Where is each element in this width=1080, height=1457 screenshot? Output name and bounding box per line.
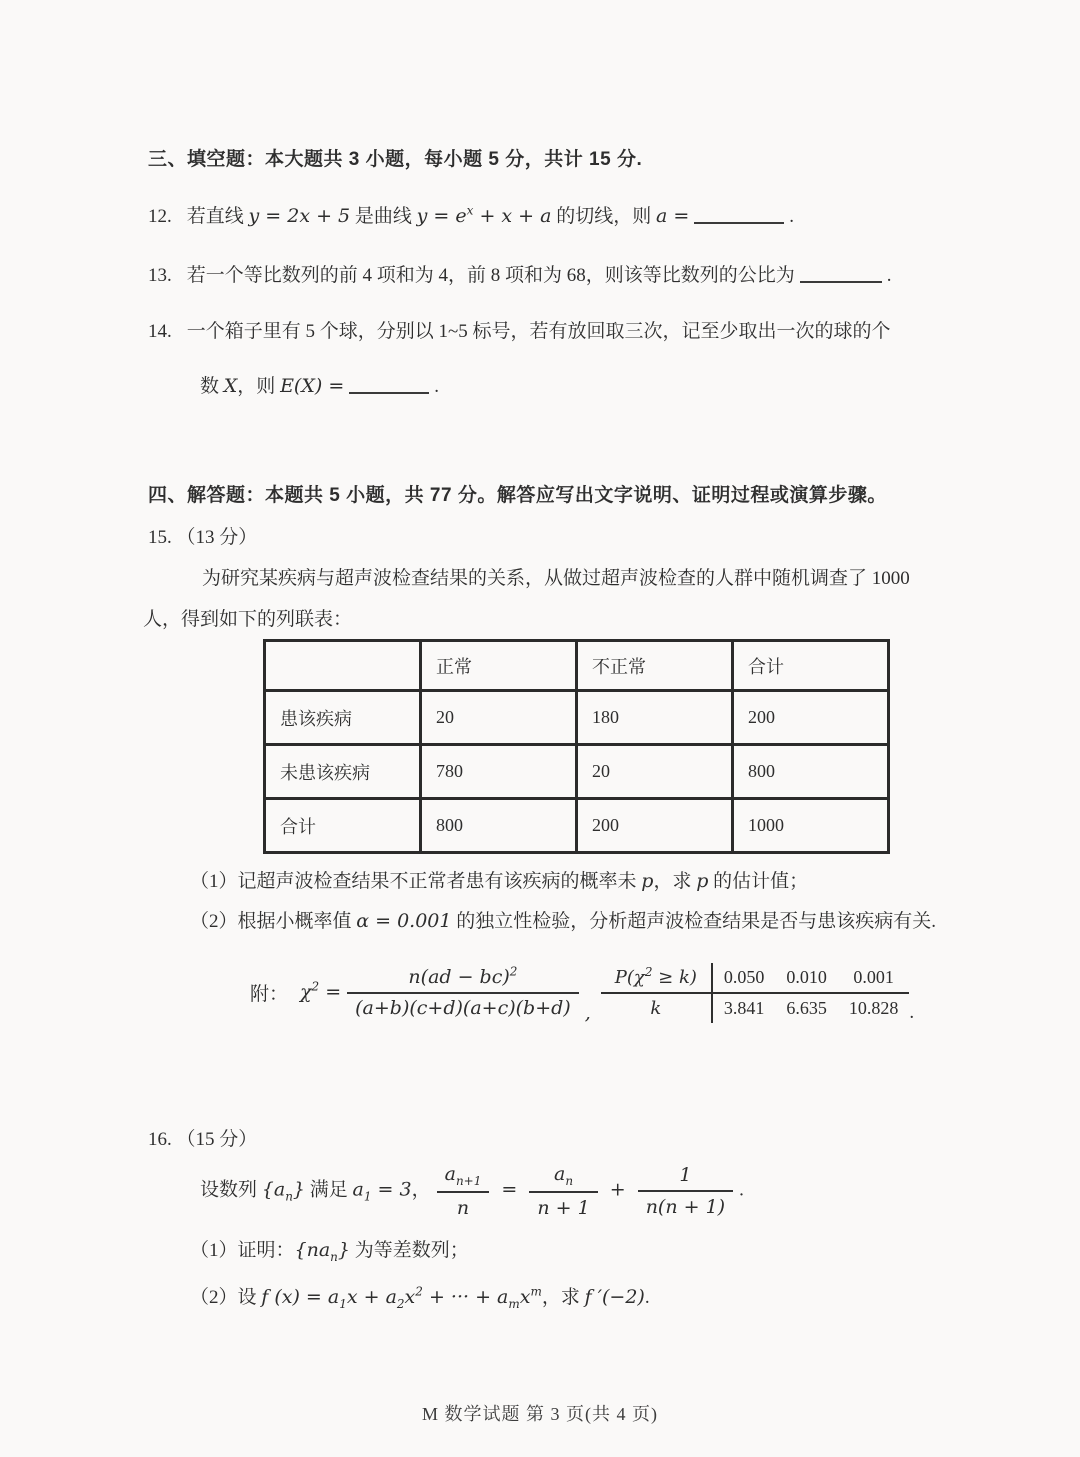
table-cell: 0.010: [775, 963, 838, 993]
text-frag: .: [886, 265, 892, 286]
math-superscript: 2: [644, 964, 653, 979]
table-cell: 0.001: [838, 963, 910, 993]
question-15-part2: [190, 909, 936, 935]
fraction-numerator: [437, 1162, 490, 1193]
question-15-header: [148, 526, 257, 551]
text-frag: 若一个等比数列的前 4 项和为 4，前 8 项和为 68，则该等比数列的公比为: [186, 265, 795, 286]
math-frag: χ: [300, 981, 312, 1003]
table-cell: 合计: [733, 641, 889, 691]
chi-square-appendix: [250, 945, 914, 1040]
math-frag: x: [404, 1286, 416, 1308]
question-12: [148, 204, 794, 230]
math-frag: ≥ k): [652, 966, 697, 988]
table-cell: 200: [577, 799, 733, 853]
math-frag: = 3: [371, 1178, 412, 1201]
text-frag: .: [644, 1287, 650, 1308]
fraction-denominator: n: [456, 1196, 470, 1219]
math-subscript: 2: [396, 1296, 405, 1311]
question-number: 13.: [148, 265, 172, 286]
question-points: （15 分）: [176, 1129, 258, 1150]
table-cell: 800: [733, 745, 889, 799]
chi-square-fraction: [347, 966, 579, 1019]
table-cell: 1000: [733, 799, 889, 853]
math-frag: α = 0.001: [356, 910, 452, 932]
question-number: 15.: [148, 527, 172, 548]
text-frag: 数: [200, 376, 224, 397]
fraction: [638, 1163, 733, 1220]
contingency-table: [263, 639, 890, 854]
table-cell: 780: [421, 745, 577, 799]
appendix-label: 附：: [250, 984, 289, 1005]
math-frag: + ··· + a: [422, 1286, 509, 1308]
math-frag: a: [553, 1163, 566, 1185]
table-cell: 不正常: [577, 641, 733, 691]
table-cell: 0.050: [712, 963, 776, 993]
math-frag: =: [319, 981, 342, 1003]
period: .: [909, 1002, 915, 1023]
question-points: （13 分）: [176, 527, 258, 548]
text-frag: 设数列: [200, 1179, 262, 1201]
math-frag: n(ad − bc): [408, 966, 510, 988]
question-number: 12.: [148, 206, 172, 227]
math-subscript: n: [330, 1249, 338, 1264]
math-subscript: 1: [363, 1189, 372, 1204]
math-frag: f ′(−2): [584, 1286, 645, 1308]
table-cell: 6.635: [786, 997, 827, 1018]
table-cell: 180: [577, 691, 733, 745]
fraction: [437, 1162, 490, 1220]
math-subscript: n: [285, 1189, 293, 1204]
fraction-denominator: n + 1: [537, 1196, 590, 1219]
text-frag: （2）设: [190, 1287, 262, 1308]
math-frag: f (x) = a: [261, 1286, 340, 1308]
math-frag: }: [337, 1239, 350, 1261]
math-frag: }: [292, 1178, 306, 1201]
page-footer: M 数学试题 第 3 页(共 4 页): [422, 1404, 658, 1424]
text-frag: .: [434, 376, 439, 397]
table-cell: 20: [421, 691, 577, 745]
fraction: [529, 1162, 597, 1220]
text-frag: 若直线: [186, 206, 249, 227]
answer-blank: [694, 207, 784, 224]
math-subscript: n+1: [455, 1173, 482, 1188]
text-frag: （2）根据小概率值: [190, 911, 357, 932]
table-cell: [265, 641, 421, 691]
fraction-numerator: 1: [638, 1163, 733, 1193]
table-cell: 正常: [421, 641, 577, 691]
math-subscript: n: [565, 1173, 574, 1188]
table-cell: 10.828: [848, 997, 899, 1018]
question-14-line2: [200, 374, 439, 400]
question-16-part2: [190, 1285, 650, 1311]
text-frag: （1）证明：: [190, 1240, 295, 1261]
math-frag: a =: [655, 205, 690, 227]
text-frag: .: [739, 1179, 744, 1201]
table-cell: 患该疾病: [265, 691, 421, 745]
question-15-part1: [190, 869, 808, 895]
question-number: 16.: [148, 1129, 172, 1150]
text-frag: ，: [411, 1179, 431, 1201]
text-frag: 是曲线: [350, 206, 417, 227]
math-frag: p: [641, 870, 654, 892]
table-row: [601, 963, 910, 993]
question-16-part1: [190, 1238, 469, 1264]
fraction-denominator: n(n + 1): [645, 1196, 726, 1219]
text-frag: .: [789, 206, 795, 227]
table-cell: 800: [421, 799, 577, 853]
math-superscript: 2: [415, 1284, 423, 1299]
text-frag: ，则: [237, 376, 281, 397]
math-frag: x + a: [346, 1286, 397, 1308]
critical-value-table: [601, 963, 910, 1023]
math-frag: E(X) =: [280, 375, 345, 397]
math-frag: p: [696, 870, 709, 892]
math-frag: a: [352, 1178, 364, 1201]
table-row: [601, 993, 910, 1023]
table-row: [265, 799, 889, 853]
math-frag: {na: [294, 1239, 331, 1261]
text-frag: 的估计值；: [708, 871, 809, 892]
text-frag: 一个箱子里有 5 个球，分别以 1~5 标号，若有放回取三次，记至少取出一次的球的个: [186, 321, 891, 342]
table-cell: [601, 963, 712, 993]
math-frag: +: [603, 1178, 632, 1201]
table-cell: 200: [733, 691, 889, 745]
table-row: [265, 745, 889, 799]
question-16-header: [148, 1128, 257, 1153]
table-header-row: [265, 641, 889, 691]
math-superscript: 2: [311, 979, 320, 994]
math-frag: y = 2x + 5: [248, 205, 351, 227]
text-frag: ，求: [653, 871, 697, 892]
text-frag: 满足: [305, 1179, 353, 1201]
question-15-paragraph-line2: 人，得到如下的列联表：: [143, 609, 353, 630]
answer-blank: [349, 377, 429, 394]
text-frag: ，求: [541, 1287, 585, 1308]
text-frag: 的切线，则: [551, 206, 656, 227]
math-frag: + x + a: [473, 205, 552, 227]
question-16-intro: [200, 1162, 744, 1220]
fraction-denominator: (a+b)(c+d)(a+c)(b+d): [355, 997, 571, 1019]
chi-square-symbol: [300, 981, 341, 1004]
table-cell: 20: [577, 745, 733, 799]
math-frag: a: [444, 1163, 456, 1185]
math-frag: =: [495, 1178, 524, 1201]
question-13: [148, 264, 892, 289]
math-subscript: 1: [339, 1296, 347, 1311]
answer-blank: [800, 266, 882, 283]
table-row: [265, 691, 889, 745]
question-15-paragraph-line1: 为研究某疾病与超声波检查结果的关系，从做过超声波检查的人群中随机调查了 1000: [202, 568, 910, 589]
text-frag: 为等差数列；: [350, 1240, 469, 1261]
section4-heading: 四、解答题：本题共 5 小题，共 77 分。解答应写出文字说明、证明过程或演算步骤。: [148, 485, 887, 506]
math-frag: y = e: [416, 205, 467, 227]
question-14-line1: [148, 320, 891, 345]
math-frag: P(χ: [614, 966, 645, 988]
table-cell: k: [601, 993, 712, 1023]
math-subscript: m: [508, 1296, 520, 1311]
fraction-numerator: [529, 1162, 597, 1193]
text-frag: 的独立性检验，分析超声波检查结果是否与患该疾病有关.: [451, 911, 937, 932]
fraction-numerator: [347, 966, 579, 994]
comma: ,: [584, 1002, 591, 1024]
question-number: 14.: [148, 321, 172, 342]
text-frag: （1）记超声波检查结果不正常者患有该疾病的概率未: [190, 871, 642, 892]
math-superscript: m: [530, 1284, 542, 1299]
math-frag: x: [519, 1286, 531, 1308]
math-frag: X: [223, 375, 238, 397]
math-frag: {a: [261, 1178, 286, 1201]
math-superscript: 2: [509, 964, 518, 979]
table-cell: 合计: [265, 799, 421, 853]
section3-heading: 三、填空题：本大题共 3 小题，每小题 5 分，共计 15 分.: [148, 149, 643, 170]
table-cell: 3.841: [723, 997, 765, 1018]
table-cell: 未患该疾病: [265, 745, 421, 799]
math-superscript: x: [466, 203, 474, 218]
